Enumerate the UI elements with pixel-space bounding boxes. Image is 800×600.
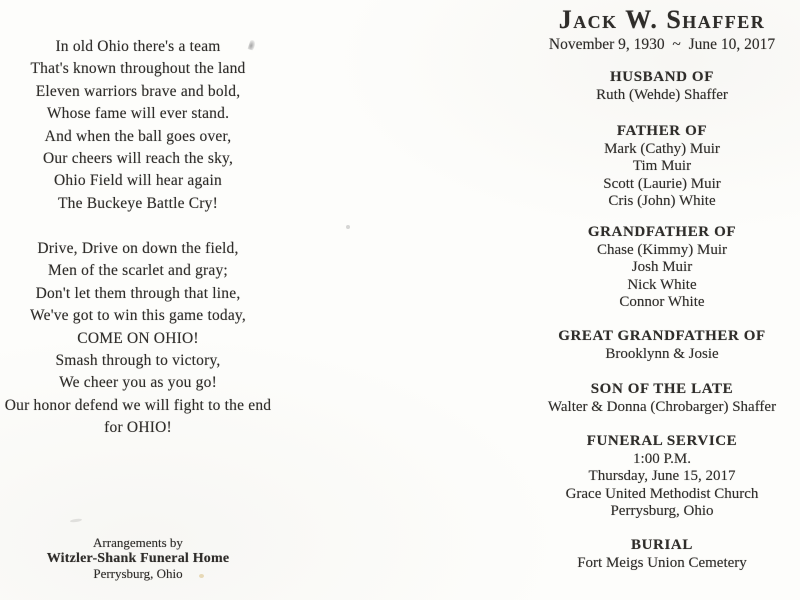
detail-line: Josh Muir (631, 259, 693, 275)
funeral-home-name: Witzler-Shank Funeral Home (46, 550, 230, 566)
poem-line: And when the ball goes over, (44, 127, 232, 145)
detail-line: Tim Muir (632, 158, 692, 174)
detail-line: Connor White (619, 294, 705, 310)
section-father-of (520, 123, 800, 211)
poem-stanza-2 (0, 238, 276, 440)
arrangements-block (0, 535, 276, 582)
section-heading: GREAT GRANDFATHER OF (558, 328, 766, 344)
section-heading: GRANDFATHER OF (587, 224, 737, 240)
poem-line: Our cheers will reach the sky, (42, 150, 234, 168)
memorial-details-page (520, 0, 800, 600)
detail-line: 1:00 P.M. (633, 450, 691, 467)
poem-line: Our honor defend we will fight to the end (4, 396, 272, 414)
section-heading: FUNERAL SERVICE (586, 433, 738, 449)
section-lines (520, 399, 800, 417)
detail-line: Fort Meigs Union Cemetery (577, 554, 747, 571)
poem-line: We've got to win this game today, (30, 307, 246, 325)
detail-line: Thursday, June 15, 2017 (588, 468, 736, 484)
section-grandfather-of (520, 224, 800, 312)
poem-line: The Buckeye Battle Cry! (58, 194, 218, 212)
poem-line: for OHIO! (104, 419, 172, 437)
section-lines (520, 141, 800, 211)
section-lines (520, 555, 800, 573)
detail-line: Chase (Kimmy) Muir (597, 241, 727, 258)
poem-line: Smash through to victory, (55, 352, 221, 370)
section-lines (520, 346, 800, 364)
section-lines (520, 451, 800, 521)
detail-line: Grace United Methodist Church (565, 485, 759, 502)
deceased-name: Jack W. Shaffer (558, 5, 766, 34)
detail-line: Perrysburg, Ohio (610, 503, 714, 519)
poem-line: Ohio Field will hear again (54, 172, 222, 190)
detail-line: Ruth (Wehde) Shaffer (596, 86, 728, 103)
section-lines (520, 87, 800, 105)
section-lines (520, 242, 800, 312)
detail-line: Nick White (627, 276, 697, 293)
section-heading: SON OF THE LATE (590, 381, 734, 397)
poem-line: Whose fame will ever stand. (46, 105, 230, 123)
section-husband-of (520, 69, 800, 104)
funeral-home-city: Perrysburg, Ohio (93, 566, 183, 582)
poem-stanza-1 (0, 36, 276, 215)
detail-line: Walter & Donna (Chrobarger) Shaffer (547, 398, 777, 415)
poem-line: COME ON OHIO! (77, 329, 199, 347)
poem-line: Drive, Drive on down the field, (37, 240, 239, 257)
section-burial (520, 537, 800, 572)
section-heading: HUSBAND OF (610, 69, 714, 85)
section-heading: BURIAL (631, 537, 693, 553)
scan-artifact (346, 225, 350, 229)
poem-line: We cheer you as you go! (59, 374, 217, 392)
birth-death-dates: November 9, 1930 ~ June 10, 2017 (548, 36, 776, 53)
section-heading: FATHER OF (616, 123, 708, 139)
poem-line: Eleven warriors brave and bold, (35, 82, 241, 100)
detail-line: Mark (Cathy) Muir (604, 140, 720, 157)
section-funeral-service (520, 433, 800, 521)
poem-line: Men of the scarlet and gray; (48, 262, 228, 280)
detail-line: Brooklynn & Josie (605, 345, 719, 362)
section-son-of-the-late (520, 381, 800, 416)
arrangements-by-label: Arrangements by (93, 535, 183, 550)
poem-line: Don't let them through that line, (35, 284, 241, 302)
detail-line: Scott (Laurie) Muir (603, 175, 721, 192)
poem-line: That's known throughout the land (30, 60, 246, 78)
detail-line: Cris (John) White (608, 193, 716, 209)
poem-page (0, 0, 276, 600)
poem-line: In old Ohio there's a team (55, 38, 221, 55)
section-great-grandfather-of (520, 328, 800, 363)
